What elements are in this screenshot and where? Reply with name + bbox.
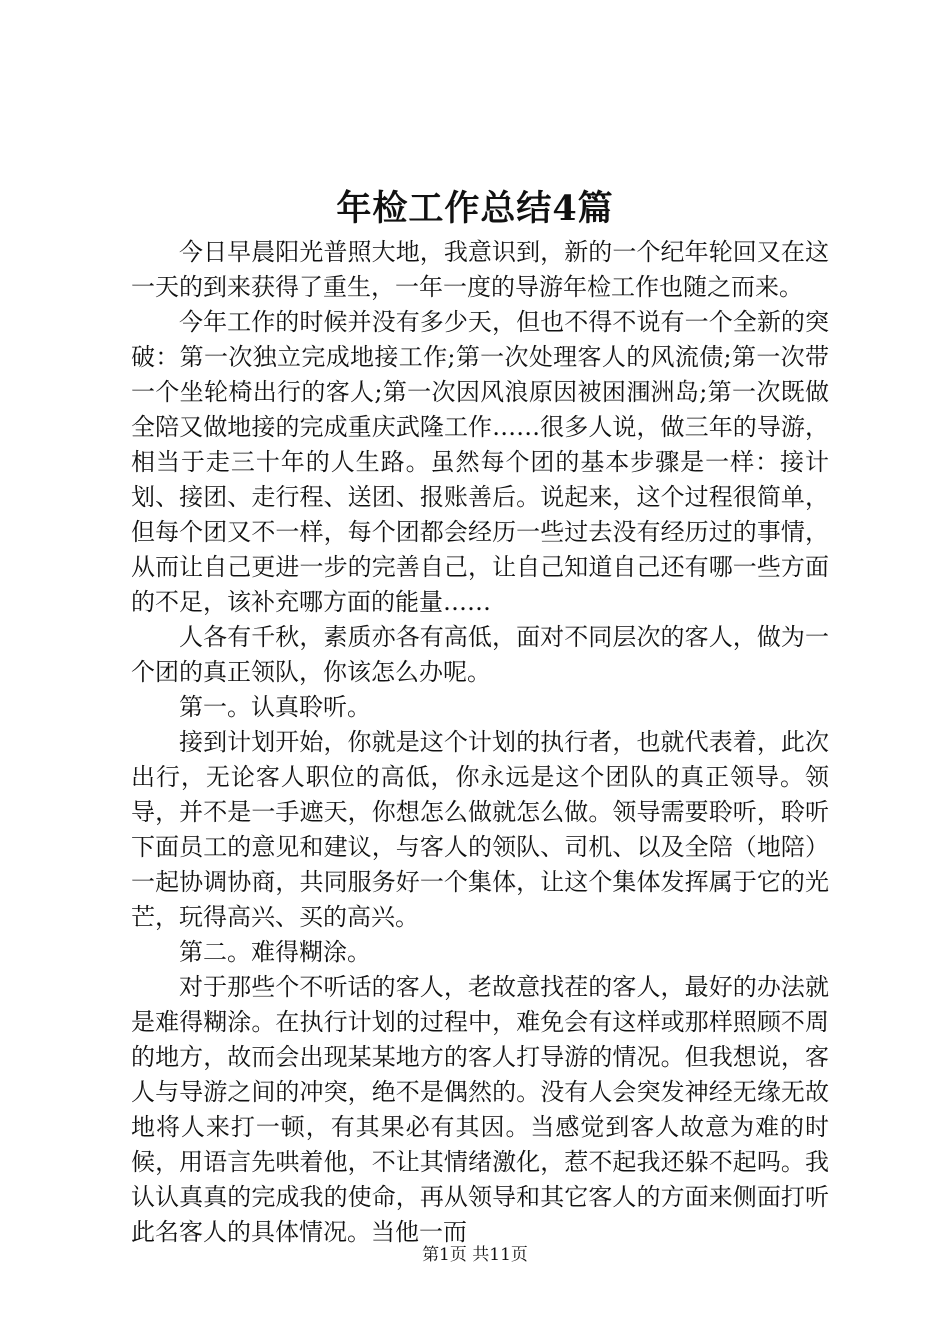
paragraph-listen: 接到计划开始，你就是这个计划的执行者，也就代表着，此次出行，无论客人职位的高低，你永远是这个团队的真正领导。领导，并不是一手遮天，你想怎么做就怎么做。领导需要聆听，聆听下面员工的意见和建议，与客人的领队、司机、以及全陪（地陪）一起协调协商，共同服务好一个集体，让这个集体发挥属于它的光芒，玩得高兴、买的高兴。 [131,728,829,931]
document-title: 年检工作总结4篇 [336,188,614,229]
section-heading-listen: 第一。认真聆听。 [179,693,371,721]
document-body [131,235,829,1250]
paragraph-year-summary: 今年工作的时候并没有多少天，但也不得不说有一个全新的突破：第一次独立完成地接工作;第一次处理客人的风流债;第一次带一个坐轮椅出行的客人;第一次因风浪原因被困涠洲岛;第一次既做全陪又做地接的完成重庆武隆工作……很多人说，做三年的导游，相当于走三十年的人生路。虽然每个团的基本步骤是一样：接计划、接团、走行程、送团、报账善后。说起来，这个过程很简单，但每个团又不一样，每个团都会经历一些过去没有经历过的事情，从而让自己更进一步的完善自己，让自己知道自己还有哪一些方面的不足，该补充哪方面的能量…… [131,308,829,616]
section-heading-tolerance: 第二。难得糊涂。 [179,938,371,966]
page-number-footer: 第1页 共11页 [422,1245,528,1265]
paragraph-tolerance: 对于那些个不听话的客人，老故意找茬的客人，最好的办法就是难得糊涂。在执行计划的过程中，难免会有这样或那样照顾不周的地方，故而会出现某某地方的客人打导游的情况。但我想说，客人与导游之间的冲突，绝不是偶然的。没有人会突发神经无缘无故地将人来打一顿，有其果必有其因。当感觉到客人故意为难的时候，用语言先哄着他，不让其情绪激化，惹不起我还躲不起吗。我认认真真的完成我的使命，再从领导和其它客人的方面来侧面打听此名客人的具体情况。当他一而 [131,973,829,1246]
paragraph-leadership-question: 人各有千秋，素质亦各有高低，面对不同层次的客人，做为一个团的真正领队，你该怎么办呢。 [131,623,829,686]
paragraph-intro: 今日早晨阳光普照大地，我意识到，新的一个纪年轮回又在这一天的到来获得了重生，一年一度的导游年检工作也随之而来。 [131,238,829,301]
